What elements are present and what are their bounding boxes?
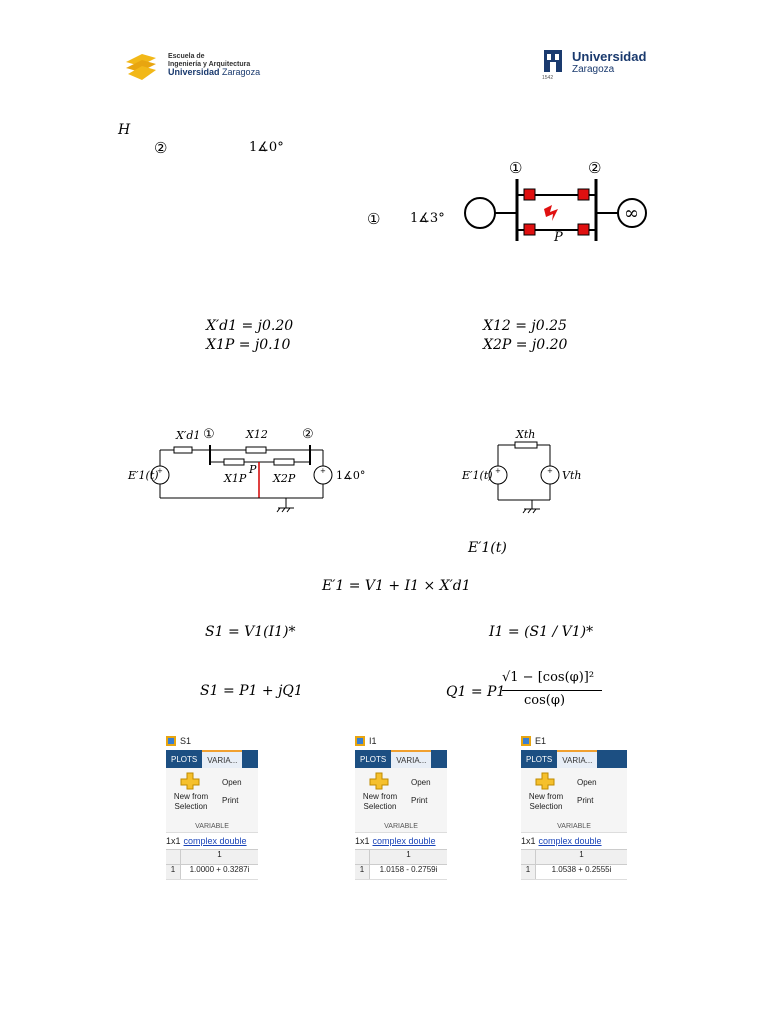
breaker-2b xyxy=(578,224,589,235)
tab-variable[interactable]: VARIA... xyxy=(202,750,242,768)
open-button[interactable]: Open xyxy=(577,778,597,787)
tab-variable[interactable]: VARIA... xyxy=(391,750,431,768)
thev-e1t: E′1(t) xyxy=(462,469,493,482)
variable-editor-icon xyxy=(521,736,531,746)
plus-icon[interactable] xyxy=(180,772,200,790)
new-from-selection-button[interactable]: New from Selection xyxy=(173,792,209,812)
print-button[interactable]: Print xyxy=(222,796,239,805)
circ-node1: ① xyxy=(203,427,215,442)
fault-lightning-icon xyxy=(544,205,558,221)
eina-logo xyxy=(122,50,282,90)
crest-year: 1542 xyxy=(542,75,554,81)
plus-icon[interactable] xyxy=(369,772,389,790)
matlab-panel-e1 xyxy=(521,732,627,902)
value-cell[interactable]: 1.0000 + 0.3287i xyxy=(189,865,250,874)
breaker-2a xyxy=(578,189,589,200)
section-label: VARIABLE xyxy=(195,823,229,830)
svg-text:+: + xyxy=(495,467,501,475)
type-prefix: 1x1 xyxy=(521,836,536,846)
print-button[interactable]: Print xyxy=(577,796,594,805)
new-from-selection-button[interactable]: New from Selection xyxy=(362,792,398,812)
oneline-bus2: ② xyxy=(588,159,602,177)
e1t-label: E′1(t) xyxy=(468,540,507,556)
x2p-value: X2P = j0.20 xyxy=(483,337,568,353)
eina-logo-mark-icon xyxy=(122,50,160,84)
variable-editor-icon xyxy=(355,736,365,746)
type-link[interactable]: complex double xyxy=(538,836,602,846)
tab-variable[interactable]: VARIA... xyxy=(557,750,597,768)
circ-x12: X12 xyxy=(246,428,268,441)
equation-i1: I1 = (S1 / V1)* xyxy=(489,624,594,640)
svg-text:+: + xyxy=(547,467,553,475)
row-index: 1 xyxy=(355,865,370,879)
eina-line-1: Escuela de xyxy=(168,53,205,60)
unizar-logo xyxy=(540,46,660,86)
type-link[interactable]: complex double xyxy=(183,836,247,846)
oneline-p: P xyxy=(554,230,563,245)
bus2-voltage: 1∡0° xyxy=(249,140,284,155)
xd1-resistor xyxy=(174,447,192,453)
breaker-1a xyxy=(524,189,535,200)
matlab-panel-i1 xyxy=(355,732,447,902)
new-from-selection-button[interactable]: New from Selection xyxy=(528,792,564,812)
x12-resistor xyxy=(246,447,266,453)
var-name: E1 xyxy=(535,736,547,746)
equation-s1: S1 = V1(I1)* xyxy=(205,624,296,640)
equation-q1 xyxy=(446,668,606,714)
row-index: 1 xyxy=(521,865,536,879)
x1p-resistor xyxy=(224,459,244,465)
circ-p: P xyxy=(249,463,257,476)
fraction-bar xyxy=(502,690,602,691)
x12-value: X12 = j0.25 xyxy=(483,318,567,334)
print-button[interactable]: Print xyxy=(411,796,428,805)
eina-line-4: Zaragoza xyxy=(222,67,261,78)
tab-plots[interactable]: PLOTS xyxy=(171,754,198,764)
open-button[interactable]: Open xyxy=(222,778,242,787)
xth-resistor xyxy=(515,442,537,448)
q1-lhs: Q1 = P1 xyxy=(446,684,506,700)
x1p-value: X1P = j0.10 xyxy=(206,337,291,353)
bus2-label: ② xyxy=(154,139,168,157)
row-index: 1 xyxy=(166,865,181,879)
matlab-panel-s1 xyxy=(166,732,258,902)
section-label: VARIABLE xyxy=(384,823,418,830)
tab-plots[interactable]: PLOTS xyxy=(526,754,553,764)
section-label: VARIABLE xyxy=(557,823,591,830)
bus1-label: ① xyxy=(367,210,381,228)
equation-e1: E′1 = V1 + I1 × X′d1 xyxy=(322,578,471,594)
h-symbol: H xyxy=(118,122,131,138)
circ-x2p: X2P xyxy=(273,472,296,485)
one-line-diagram xyxy=(460,155,660,250)
type-link[interactable]: complex double xyxy=(372,836,436,846)
type-prefix: 1x1 xyxy=(166,836,181,846)
var-name: S1 xyxy=(180,736,192,746)
svg-text:+: + xyxy=(157,467,163,475)
circ-node2: ② xyxy=(302,427,314,442)
unizar-line-1: Universidad xyxy=(572,49,647,64)
equation-s1-pq: S1 = P1 + jQ1 xyxy=(200,683,303,699)
var-name: I1 xyxy=(369,736,377,746)
xd1-value: X′d1 = j0.20 xyxy=(206,318,294,334)
circ-v2: 1∡0° xyxy=(336,469,366,482)
bus1-voltage: 1∡3° xyxy=(410,211,445,226)
x2p-resistor xyxy=(274,459,294,465)
q1-denominator: cos(φ) xyxy=(524,693,566,708)
eina-line-2: Ingeniería y Arquitectura xyxy=(168,60,251,68)
column-header[interactable]: 1 xyxy=(579,850,584,859)
circ-x1p: X1P xyxy=(224,472,247,485)
q1-numerator: √1 − [cos(φ)]² xyxy=(502,670,595,685)
circ-xd1: X′d1 xyxy=(176,429,201,442)
type-prefix: 1x1 xyxy=(355,836,370,846)
circ-e1t: E′1(t) xyxy=(128,469,159,482)
unizar-line-2: Zaragoza xyxy=(572,64,615,76)
thevenin-circuit xyxy=(460,425,590,520)
plus-icon[interactable] xyxy=(535,772,555,790)
breaker-1b xyxy=(524,224,535,235)
value-cell[interactable]: 1.0158 - 0.2759i xyxy=(379,865,438,874)
variable-editor-icon xyxy=(166,736,176,746)
oneline-bus1: ① xyxy=(509,159,523,177)
column-header[interactable]: 1 xyxy=(217,850,222,859)
equivalent-circuit xyxy=(128,420,373,520)
generator-icon xyxy=(465,198,495,228)
thev-vth: Vth xyxy=(562,469,582,482)
column-header[interactable]: 1 xyxy=(406,850,411,859)
eina-line-3: Universidad xyxy=(168,67,220,78)
thev-xth: Xth xyxy=(516,428,536,441)
tab-plots[interactable]: PLOTS xyxy=(360,754,387,764)
open-button[interactable]: Open xyxy=(411,778,431,787)
value-cell[interactable]: 1.0538 + 0.2555i xyxy=(551,865,612,874)
infinite-symbol: ∞ xyxy=(624,203,639,224)
svg-text:+: + xyxy=(320,467,326,475)
